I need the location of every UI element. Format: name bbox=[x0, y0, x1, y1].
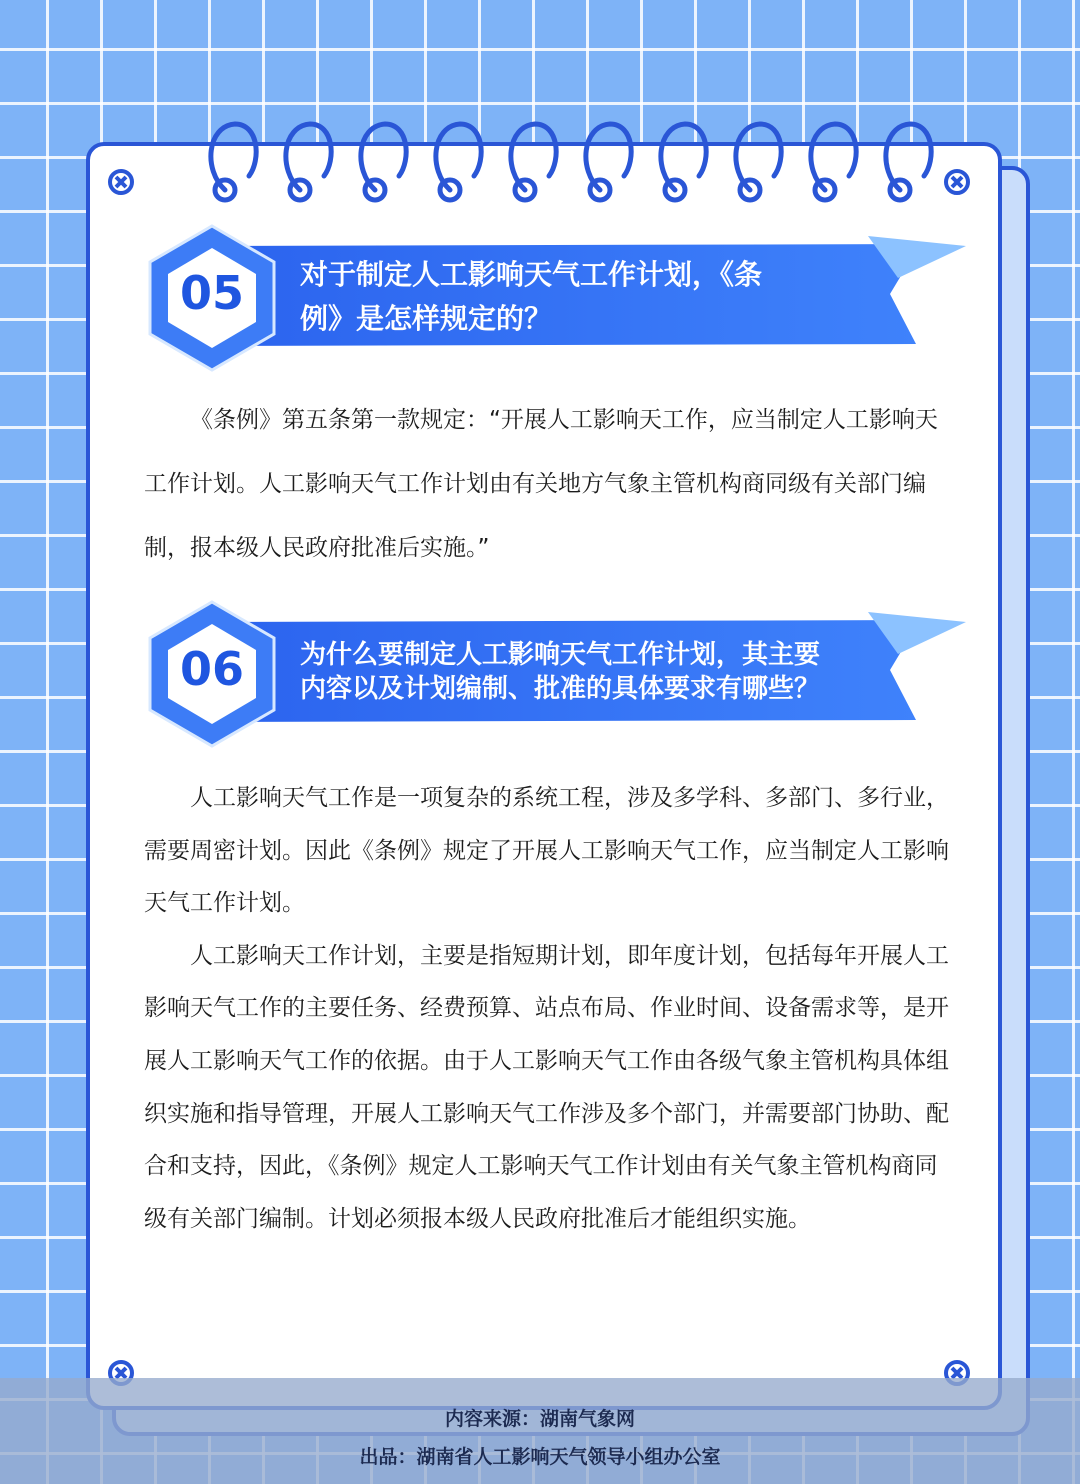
question-number: 06 bbox=[179, 642, 244, 696]
screw-icon bbox=[944, 169, 970, 195]
question-title-line: 例》是怎样规定的？ bbox=[300, 302, 553, 335]
screw-icon bbox=[108, 169, 134, 195]
answer-05 bbox=[144, 388, 954, 580]
question-header-06 bbox=[140, 598, 970, 748]
question-title bbox=[300, 253, 860, 341]
answer-paragraph: 《条例》第五条第一款规定：“开展人工影响天工作，应当制定人工影响天工作计划。人工影响天气工作计划由有关地方气象主管机构商同级有关部门编制，报本级人民政府批准后实施。” bbox=[144, 407, 938, 561]
answer-06 bbox=[144, 772, 954, 1245]
answer-paragraph: 人工影响天工作计划，主要是指短期计划，即年度计划，包括每年开展人工影响天气工作的主要任务、经费预算、站点布局、作业时间、设备需求等，是开展人工影响天气工作的依据。由于人工影响天气工作由各级气象主管机构具体组织实施和指导管理，开展人工影响天气工作涉及多个部门，并需要部门协助、配合和支持，因此，《条例》规定人工影响天气工作计划由有关气象主管机构商同级有关部门编制。计划必须报本级人民政府批准后才能组织实施。 bbox=[144, 942, 949, 1232]
question-number: 05 bbox=[179, 266, 244, 320]
question-title-line: 为什么要制定人工影响天气工作计划，其主要 bbox=[300, 640, 821, 670]
question-title-line: 对于制定人工影响天气工作计划，《条 bbox=[300, 258, 763, 291]
question-title bbox=[300, 638, 900, 706]
question-header-05 bbox=[140, 222, 970, 372]
footer-source: 内容来源：湖南气象网 bbox=[444, 1408, 635, 1430]
question-title-line: 内容以及计划编制、批准的具体要求有哪些？ bbox=[300, 674, 821, 704]
footer-producer: 出品：湖南省人工影响天气领导小组办公室 bbox=[359, 1446, 721, 1468]
answer-paragraph: 人工影响天气工作是一项复杂的系统工程，涉及多学科、多部门、多行业，需要周密计划。因此《条例》规定了开展人工影响天气工作，应当制定人工影响天气工作计划。 bbox=[144, 785, 949, 917]
